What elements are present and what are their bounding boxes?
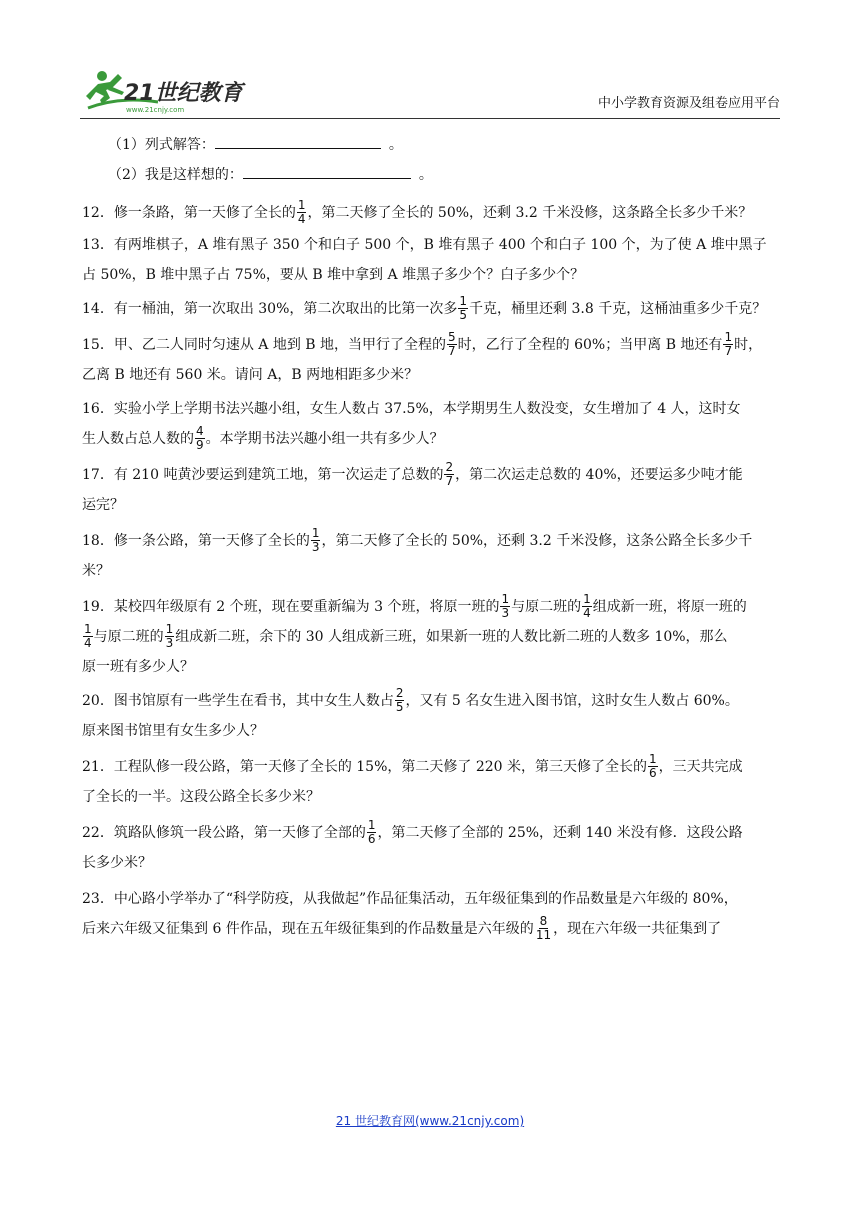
answer-blank[interactable] [215, 134, 381, 149]
fraction: $\frac{1}{6}$ [367, 817, 376, 846]
fraction: $\frac{1}{7}$ [724, 329, 733, 358]
page-footer [0, 1112, 860, 1129]
question-20: 20．图书馆原有一些学生在看书，其中女生人数占 $\frac{2}{5}$ ，又有 5 名女生进入图书馆，这时女生人数占 60%。 原来图书馆里有女生多少人？ [82, 685, 739, 739]
logo-url: www.21cnjy.com [126, 106, 185, 114]
fraction: $\frac{1}{3}$ [501, 591, 510, 620]
question-23: 23．中心路小学举办了“科学防疫，从我做起”作品征集活动，五年级征集到的作品数量是六年级的 80%， 后来六年级又征集到 6 件作品，现在五年级征集到的作品数量是六年级的 $\frac{8}{11}$ ，现在六年级一共征集到了 [82, 891, 738, 942]
fraction: $\frac{2}{5}$ [395, 685, 404, 714]
question-12: 12．修一条路，第一天修了全长的 $\frac{1}{4}$ ，第二天修了全长的 50%，还剩 3.2 千米没修，这条路全长多少千米？ [82, 197, 753, 226]
question-14: 14．有一桶油，第一次取出 30%，第二次取出的比第一次多 $\frac{1}{5}$ 千克，桶里还剩 3.8 千克，这桶油重多少千克？ [82, 293, 767, 322]
answer-blank[interactable] [243, 164, 411, 179]
question-16: 16．实验小学上学期书法兴趣小组，女生人数占 37.5%，本学期男生人数没变，女生增加了 4 人，这时女 生人数占总人数的 $\frac{4}{9}$ 。本学期书法兴趣小组一共有多少人？ [82, 401, 741, 452]
question-13: 13．有两堆棋子，A 堆有黑子 350 个和白子 500 个，B 堆有黑子 400 个和白子 100 个，为了使 A 堆中黑子 占 50%，B 堆中黑子占 75%，要从 B 堆中拿到 A 堆黑子多少个？白子多少个？ [82, 237, 767, 283]
question-18: 18．修一条公路，第一天修了全长的 $\frac{1}{3}$ ，第二天修了全长的 50%，还剩 3.2 千米没修，这条公路全长多少千 米？ [82, 525, 753, 579]
fraction: $\frac{4}{9}$ [196, 423, 204, 452]
fraction: $\frac{1}{3}$ [165, 621, 174, 650]
sub-item-label: （1）列式解答： [108, 137, 215, 153]
fraction: $\frac{8}{11}$ [535, 913, 552, 942]
fraction: $\frac{1}{4}$ [84, 621, 92, 650]
header-divider [80, 118, 780, 119]
fraction: $\frac{1}{3}$ [311, 525, 320, 554]
fraction: $\frac{5}{7}$ [448, 329, 456, 358]
fraction: $\frac{1}{6}$ [649, 751, 657, 780]
question-17: 17．有 210 吨黄沙要运到建筑工地，第一次运走了总数的 $\frac{2}{7}$ ，第二次运走总数的 40%，还要运多少吨才能 运完？ [82, 459, 743, 513]
sub-item-label: （2）我是这样想的： [108, 167, 243, 183]
question-19: 19．某校四年级原有 2 个班，现在要重新编为 3 个班，将原一班的 $\frac{1}{3}$ 与原二班的 $\frac{1}{4}$ 组成新一班，将原一班的 $\frac{1}{4}$ 与原二班的 $\frac{1}{3}$ 组成新二班，余下的 30 人组成新三班，如果新一班的人数比新二班的人数多 10%，那么 原一班有多少人？ [82, 591, 747, 675]
logo-text: 21世纪教育 [124, 81, 243, 106]
site-logo[interactable] [80, 66, 260, 116]
fraction: $\frac{1}{4}$ [297, 197, 306, 226]
question-22: 22．筑路队修筑一段公路，第一天修了全部的 $\frac{1}{6}$ ，第二天修了全部的 25%，还剩 140 米没有修．这段公路 长多少米？ [82, 817, 743, 871]
fraction: $\frac{1}{5}$ [459, 293, 468, 322]
page-header [80, 62, 780, 120]
question-list [82, 124, 780, 944]
question-21: 21．工程队修一段公路，第一天修了全长的 15%，第二天修了 220 米，第三天修了全长的 $\frac{1}{6}$ ，三天共完成 了全长的一半。这段公路全长多少米？ [82, 751, 743, 805]
footer-link[interactable]: 21 世纪教育网(www.21cnjy.com) [335, 1114, 525, 1128]
sub-item-2: （2）我是这样想的： 。 [82, 164, 780, 186]
platform-name: 中小学教育资源及组卷应用平台 [597, 96, 780, 111]
fraction: $\frac{2}{7}$ [445, 459, 454, 488]
fraction: $\frac{1}{4}$ [583, 591, 591, 620]
sub-item-1: （1）列式解答： 。 [82, 134, 780, 156]
question-15: 15．甲、乙二人同时匀速从 A 地到 B 地，当甲行了全程的 $\frac{5}{7}$ 时，乙行了全程的 60%；当甲离 B 地还有 $\frac{1}{7}$ 时， 乙离 B 地还有 560 米。请问 A，B 两地相距多少米？ [82, 329, 763, 383]
